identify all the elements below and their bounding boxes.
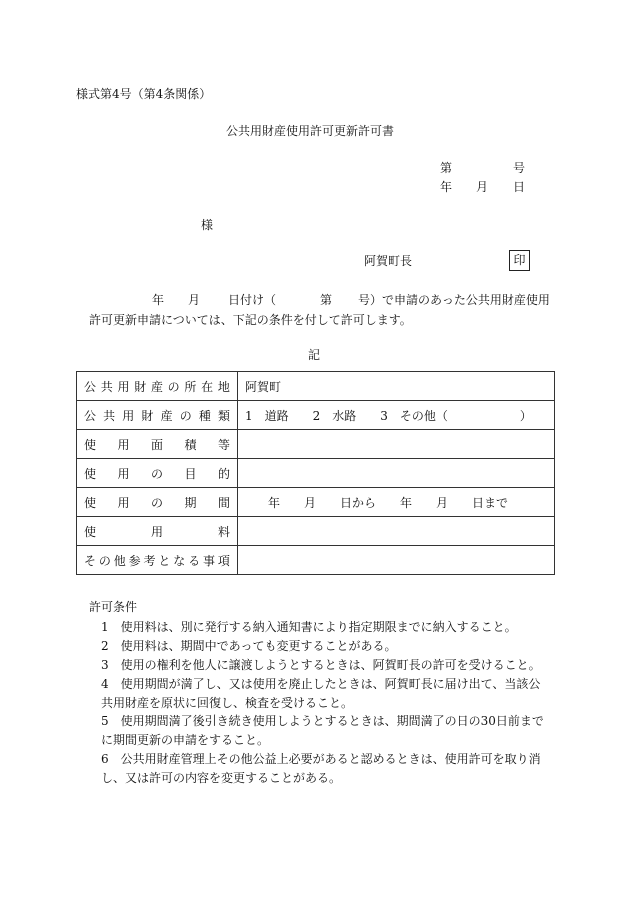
value-location: 阿賀町 bbox=[238, 372, 555, 401]
body-year: 年 bbox=[152, 293, 165, 307]
label-char: の bbox=[150, 466, 163, 481]
condition-3: 3 使用の権利を他人に譲渡しようとするときは、阿賀町長の許可を受けること。 bbox=[101, 658, 541, 672]
label-char: 公 bbox=[84, 379, 97, 394]
condition-2: 2 使用料は、期間中であっても変更することがある。 bbox=[101, 639, 397, 653]
label-char: 地 bbox=[217, 379, 230, 394]
condition-5-line1: 5 使用期間満了後引き続き使用しようとするときは、期間満了の日の30日前まで bbox=[101, 714, 544, 728]
label-char: 的 bbox=[217, 466, 230, 481]
label-char: 種 bbox=[198, 408, 211, 423]
condition-1: 1 使用料は、別に発行する納入通知書により指定期限までに納入すること。 bbox=[101, 620, 517, 634]
label-char: 参 bbox=[128, 553, 141, 568]
label-char: の bbox=[179, 408, 192, 423]
label-char: 使 bbox=[84, 495, 97, 510]
label-char: 用 bbox=[122, 408, 135, 423]
label-char: の bbox=[98, 553, 111, 568]
label-char: 財 bbox=[141, 408, 154, 423]
label-char: 公 bbox=[84, 408, 97, 423]
body-line2: 許可更新申請については、下記の条件を付して許可します。 bbox=[89, 313, 412, 327]
seal-stamp: 印 bbox=[509, 250, 530, 271]
label-char: 用 bbox=[117, 466, 130, 481]
label-char: 料 bbox=[217, 524, 230, 539]
label-char: 積 bbox=[184, 437, 197, 452]
label-char: 産 bbox=[150, 379, 163, 394]
label-char: 用 bbox=[117, 437, 130, 452]
condition-6-line1: 6 公共用財産管理上その他公益上必要があると認めるときは、使用許可を取り消 bbox=[101, 752, 541, 766]
label-char: 使 bbox=[84, 524, 97, 539]
conditions-heading: 許可条件 bbox=[89, 600, 138, 614]
condition-6-line2: し、又は許可の内容を変更することがある。 bbox=[101, 771, 342, 785]
condition-5-line2: に期間更新の申請をすること。 bbox=[101, 733, 270, 747]
label-char: 使 bbox=[84, 437, 97, 452]
label-char: 期 bbox=[184, 495, 197, 510]
date-month: 月 bbox=[476, 180, 489, 194]
body-date-suffix: 日付け（ bbox=[228, 293, 277, 307]
label-char: 産 bbox=[160, 408, 173, 423]
label-char: の bbox=[167, 379, 180, 394]
label-char: る bbox=[188, 553, 201, 568]
label-char: 在 bbox=[201, 379, 214, 394]
body-line1-rest: 号）で申請のあった公共用財産使用 bbox=[358, 293, 550, 307]
label-char: 使 bbox=[84, 466, 97, 481]
label-char: 項 bbox=[217, 553, 230, 568]
label-char: 面 bbox=[150, 437, 163, 452]
value-period: 年 月 日から 年 月 日まで bbox=[238, 488, 555, 517]
label-char: 共 bbox=[100, 379, 113, 394]
form-number: 様式第4号（第4条関係） bbox=[76, 87, 212, 101]
ki-mark: 記 bbox=[308, 348, 321, 362]
label-char: 共 bbox=[103, 408, 116, 423]
label-char: 財 bbox=[134, 379, 147, 394]
label-char: 用 bbox=[150, 524, 163, 539]
label-char: 用 bbox=[117, 495, 130, 510]
issuer-name: 阿賀町長 bbox=[364, 254, 413, 268]
date-day: 日 bbox=[513, 180, 526, 194]
label-char: 所 bbox=[184, 379, 197, 394]
document-title: 公共用財産使用許可更新許可書 bbox=[226, 124, 395, 138]
value-type: 1 道路 2 水路 3 その他（ ） bbox=[238, 401, 555, 430]
label-char: 等 bbox=[217, 437, 230, 452]
number-go: 号 bbox=[513, 161, 526, 175]
date-year: 年 bbox=[440, 180, 453, 194]
label-char: の bbox=[150, 495, 163, 510]
label-char: 用 bbox=[117, 379, 130, 394]
body-month: 月 bbox=[188, 293, 201, 307]
label-char: 考 bbox=[143, 553, 156, 568]
addressee-sama: 様 bbox=[201, 218, 214, 232]
label-char: 事 bbox=[203, 553, 216, 568]
condition-4-line2: 共用財産を原状に回復し、検査を受けること。 bbox=[101, 696, 354, 710]
label-char: そ bbox=[84, 553, 97, 568]
label-char: 間 bbox=[217, 495, 230, 510]
number-dai: 第 bbox=[440, 161, 453, 175]
label-char: 類 bbox=[217, 408, 230, 423]
condition-4-line1: 4 使用期間が満了し、又は使用を廃止したときは、阿賀町長に届け出て、当該公 bbox=[101, 677, 541, 691]
label-char: 他 bbox=[113, 553, 126, 568]
label-char: 目 bbox=[184, 466, 197, 481]
body-dai: 第 bbox=[320, 293, 333, 307]
label-char: な bbox=[173, 553, 186, 568]
label-char: と bbox=[158, 553, 171, 568]
